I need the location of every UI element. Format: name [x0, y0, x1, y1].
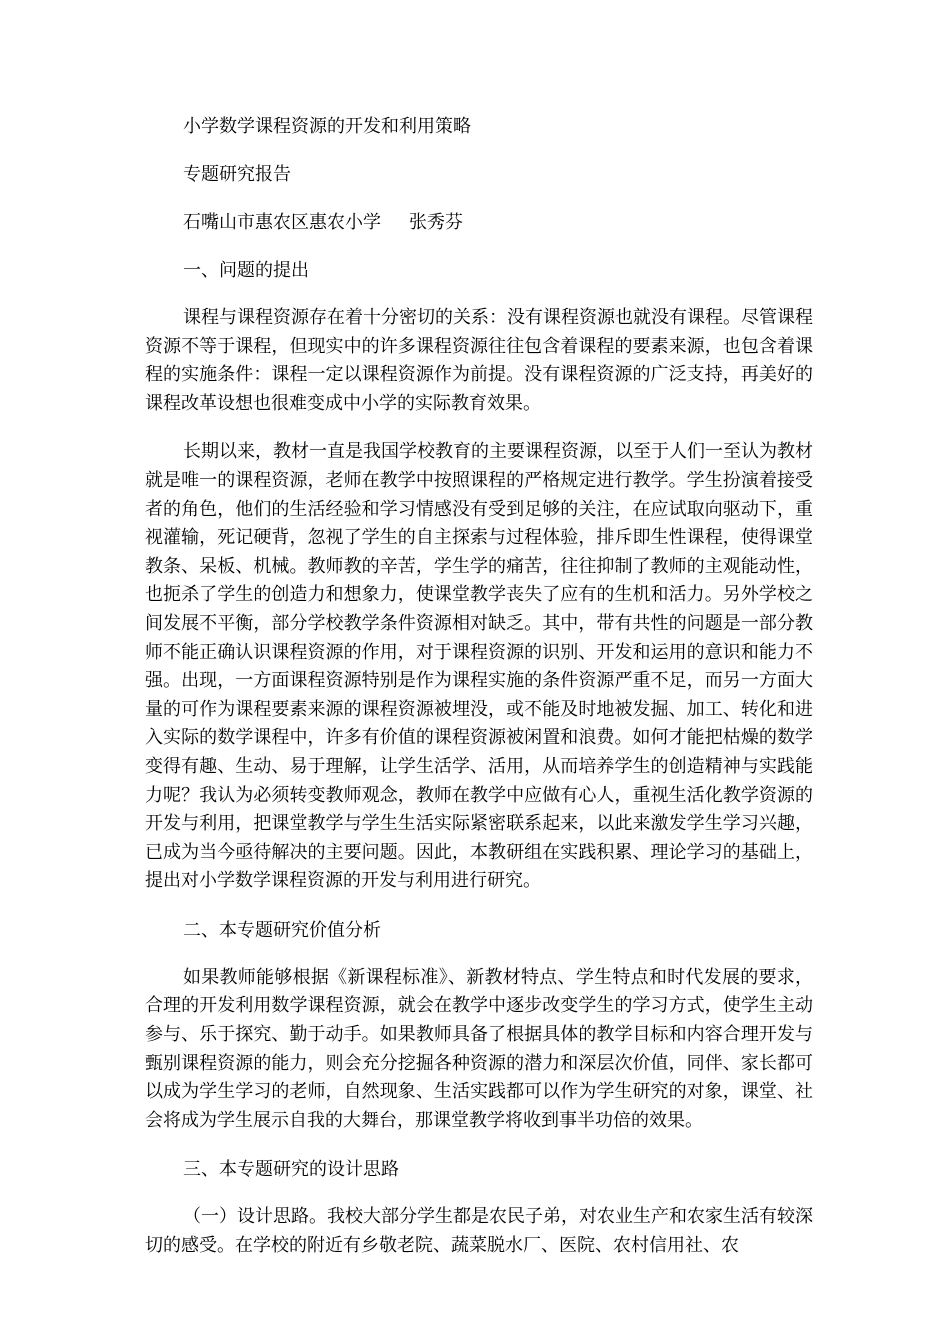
section3-paragraph-1: （一）设计思路。我校大部分学生都是农民子弟，对农业生产和农家生活有较深切的感受。在学校的附近有乡敬老院、蔬菜脱水厂、医院、农村信用社、农 — [145, 1206, 813, 1257]
section1-paragraph-2: 长期以来，教材一直是我国学校教育的主要课程资源，以至于人们一至认为教材就是唯一的课程资源，老师在教学中按照课程的严格规定进行教学。学生扮演着接受者的角色，他们的生活经验和学习情感没有受到足够的关注，在应试取向驱动下，重视灌输，死记硬背，忽视了学生的自主探索与过程体验，排斥即生性课程，使得课堂教条、呆板、机械。教师教的辛苦，学生学的痛苦，往往抑制了教师的主观能动性，也扼杀了学生的创造力和想象力，使课堂教学丧失了应有的生机和活力。另外学校之间发展不平衡，部分学校教学条件资源相对缺乏。其中，带有共性的问题是一部分教师不能正确认识课程资源的作用，对于课程资源的识别、开发和运用的意识和能力不强。出现，一方面课程资源特别是作为课程实施的条件资源严重不足，而另一方面大量的可作为课程要素来源的课程资源被埋没，或不能及时地被发掘、加工、转化和进入实际的数学课程中，许多有价值的课程资源被闲置和浪费。如何才能把枯燥的数学变得有趣、生动、易于理解，让学生活学、活用，从而培养学生的创造精神与实践能力呢？我认为必须转变教师观念，教师在教学中应做有心人，重视生活化教学资源的开发与利用，把课堂教学与学生生活实际紧密联系起来，以此来激发学生学习兴趣，已成为当今亟待解决的主要问题。因此，本教研组在实践积累、理论学习的基础上，提出对小学数学课程资源的开发与利用进行研究。 — [145, 441, 813, 892]
author-line — [145, 208, 813, 237]
section2-paragraph-1: 如果教师能够根据《新课程标准》、新教材特点、学生特点和时代发展的要求，合理的开发利用数学课程资源，就会在教学中逐步改变学生的学习方式，使学生主动参与、乐于探究、勤于动手。如果教师具备了根据具体的教学目标和内容合理开发与甄别课程资源的能力，则会充分挖掘各种资源的潜力和深层次价值，同伴、家长都可以成为学生学习的老师，自然现象、生活实践都可以作为学生研究的对象，课堂、社会将成为学生展示自我的大舞台，那课堂教学将收到事半功倍的效果。 — [145, 966, 813, 1131]
section1-heading: 一、问题的提出 — [183, 260, 309, 281]
document-title: 小学数学课程资源的开发和利用策略 — [183, 116, 471, 137]
document-subtitle: 专题研究报告 — [183, 164, 291, 185]
section2-heading: 二、本专题研究价值分析 — [183, 919, 381, 941]
section1-paragraph-1: 课程与课程资源存在着十分密切的关系：没有课程资源也就没有课程。尽管课程资源不等于课程，但现实中的许多课程资源往往包含着课程的要素来源，也包含着课程的实施条件：课程一定以课程资源作为前提。没有课程资源的广泛支持，再美好的课程改革设想也很难变成中小学的实际教育效果。 — [145, 307, 813, 414]
school-name: 石嘴山市惠农区惠农小学 — [183, 212, 381, 233]
section3-heading: 三、本专题研究的设计思路 — [183, 1159, 399, 1181]
document-body — [145, 112, 813, 1281]
author-name: 张秀芬 — [409, 212, 463, 233]
